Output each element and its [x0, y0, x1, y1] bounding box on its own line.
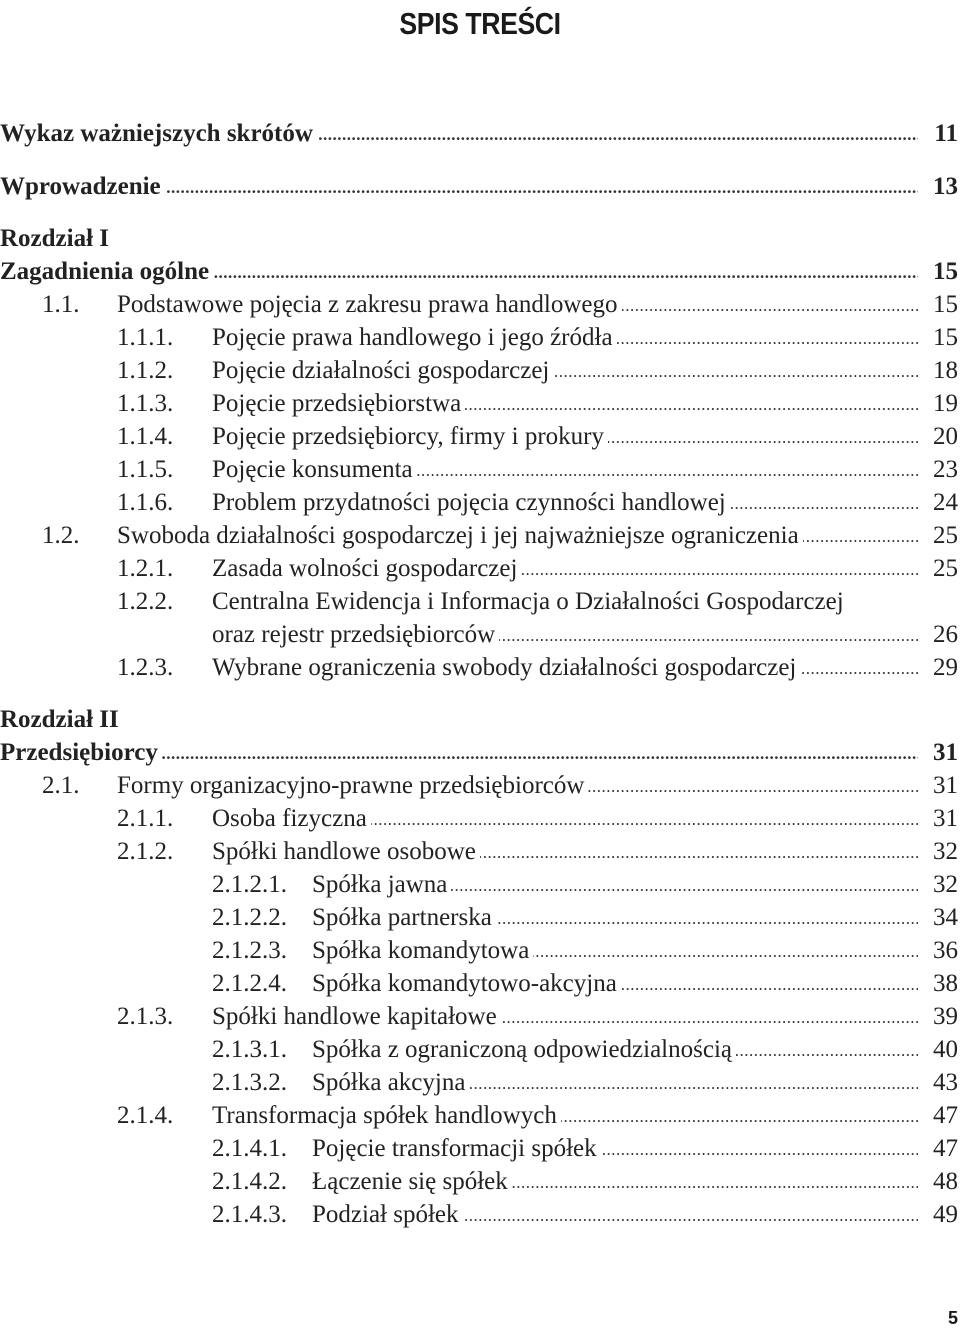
toc-entry-title: Pojęcie działalności gospodarczej: [212, 357, 553, 384]
toc-entry-title: Pojęcie przedsiębiorcy, firmy i prokury: [212, 423, 608, 450]
toc-entry-title: Centralna Ewidencja i Informacja o Działalności Gospodarczej: [212, 588, 848, 615]
toc-entry-row: [0, 1198, 960, 1231]
toc-entry-title: Formy organizacyjno-prawne przedsiębiorców: [117, 772, 588, 799]
toc-entry-page: 47: [933, 1102, 958, 1129]
toc-heading-row: [0, 255, 960, 288]
toc-entry-row: [0, 1033, 960, 1066]
toc-entry-page: 36: [933, 937, 958, 964]
toc-heading-row: [0, 222, 960, 255]
toc-entry-number: 1.1.2.: [117, 357, 174, 384]
toc-entry-number: 2.1.4.1.: [212, 1135, 287, 1162]
toc-entry-page: 23: [933, 456, 958, 483]
toc-entry-number: 1.1.3.: [117, 390, 174, 417]
toc-entry-title: Swoboda działalności gospodarczej i jej najważniejsze ograniczenia: [117, 522, 803, 549]
toc-entry-number: 2.1.2.3.: [212, 937, 287, 964]
toc-heading-row: [0, 117, 960, 150]
toc-entry-row: [0, 967, 960, 1000]
toc-entry-number: 2.1.2.4.: [212, 970, 287, 997]
toc-entry-number: 1.1.6.: [117, 489, 174, 516]
toc-entry-row: [0, 321, 960, 354]
toc-entry-title: Pojęcie prawa handlowego i jego źródła: [212, 324, 617, 351]
toc-entry-row: [0, 802, 960, 835]
toc-entry-page: 25: [933, 555, 958, 582]
toc-entry-title: Podstawowe pojęcia z zakresu prawa handlowego: [117, 291, 622, 318]
toc-entry-number: 1.2.: [42, 522, 80, 549]
toc-entry-row: [0, 420, 960, 453]
toc-entry-title: Spółka jawna: [312, 871, 451, 898]
toc-entry-title: Przedsiębiorcy: [0, 739, 162, 766]
toc-entry-title: Podział spółek: [312, 1201, 463, 1228]
toc-entry-row: [0, 519, 960, 552]
toc-entry-row: [0, 835, 960, 868]
toc-entry-row: [0, 354, 960, 387]
toc-entry-row: [0, 868, 960, 901]
toc-entry-page: 25: [933, 522, 958, 549]
toc-entry-page: 32: [933, 871, 958, 898]
toc-entry-page: 47: [933, 1135, 958, 1162]
toc-entry-row: [0, 1099, 960, 1132]
toc-entry-title: Transformacja spółek handlowych: [212, 1102, 561, 1129]
toc-entry-row: [0, 585, 960, 618]
toc-entry-title: Osoba fizyczna: [212, 805, 371, 832]
toc-entry-page: 15: [933, 258, 958, 285]
toc-entry-page: 15: [933, 291, 958, 318]
toc-entry-row: [0, 486, 960, 519]
toc-entry-number: 1.2.2.: [117, 588, 174, 615]
toc-entry-title: Spółka komandytowo-akcyjna: [312, 970, 621, 997]
toc-entry-page: 20: [933, 423, 958, 450]
toc-entry-title: Rozdział II: [0, 706, 123, 733]
toc-heading-row: [0, 170, 960, 203]
toc-entry-row: [0, 769, 960, 802]
toc-entry-row: [0, 1132, 960, 1165]
toc-entry-page: 29: [933, 654, 958, 681]
toc-entry-number: 1.1.4.: [117, 423, 174, 450]
toc-entry-title: Pojęcie transformacji spółek: [312, 1135, 601, 1162]
toc-entry-page: 15: [933, 324, 958, 351]
toc-entry-title: oraz rejestr przedsiębiorców: [212, 621, 499, 648]
toc-entry-page: 39: [933, 1003, 958, 1030]
toc-entry-number: 1.2.3.: [117, 654, 174, 681]
toc-entry-row: [0, 1066, 960, 1099]
page-number: 5: [947, 1308, 958, 1328]
toc-entry-number: 2.1.2.2.: [212, 904, 287, 931]
toc-heading-row: [0, 703, 960, 736]
toc-entry-row: [0, 552, 960, 585]
toc-entry-page: 31: [933, 739, 958, 766]
toc-entry-number: 2.1.3.1.: [212, 1036, 287, 1063]
toc-entry-number: 2.1.1.: [117, 805, 174, 832]
toc-entry-title: Problem przydatności pojęcia czynności handlowej: [212, 489, 730, 516]
toc-entry-page: 13: [933, 173, 958, 200]
toc-entry-page: 31: [933, 805, 958, 832]
toc-entry-page: 48: [933, 1168, 958, 1195]
toc-entry-title: Zagadnienia ogólne: [0, 258, 213, 285]
toc-entry-title: Spółka komandytowa: [312, 937, 533, 964]
toc-entry-row: [0, 288, 960, 321]
toc-entry-title: Zasada wolności gospodarczej: [212, 555, 521, 582]
page-title: SPIS TREŚCI: [399, 6, 561, 41]
toc-entry-page: 11: [934, 120, 958, 147]
toc-entry-page: 31: [933, 772, 958, 799]
toc-entry-page: 43: [933, 1069, 958, 1096]
toc-entry-title: Spółka akcyjna: [312, 1069, 469, 1096]
toc-entry-row: [0, 1000, 960, 1033]
toc-entry-row: [0, 453, 960, 486]
toc-entry-number: 2.1.4.2.: [212, 1168, 287, 1195]
toc-entry-page: 34: [933, 904, 958, 931]
toc-entry-row: [0, 651, 960, 684]
toc-entry-number: 1.1.: [42, 291, 80, 318]
toc-entry-title: Rozdział I: [0, 225, 113, 252]
toc-entry-row: [0, 618, 960, 651]
toc-entry-number: 2.1.3.2.: [212, 1069, 287, 1096]
toc-entry-number: 2.1.2.1.: [212, 871, 287, 898]
toc-entry-row: [0, 901, 960, 934]
toc-entry-title: Łączenie się spółek: [312, 1168, 512, 1195]
toc-entry-row: [0, 934, 960, 967]
toc-entry-page: 38: [933, 970, 958, 997]
toc-entry-page: 49: [933, 1201, 958, 1228]
toc-entry-number: 1.1.1.: [117, 324, 174, 351]
toc-entry-number: 2.1.2.: [117, 838, 174, 865]
toc-entry-row: [0, 1165, 960, 1198]
toc-entry-title: Wybrane ograniczenia swobody działalności gospodarczej: [212, 654, 800, 681]
toc-entry-page: 18: [933, 357, 958, 384]
toc-entry-page: 32: [933, 838, 958, 865]
toc-entry-page: 19: [933, 390, 958, 417]
toc-heading-row: [0, 736, 960, 769]
toc-entry-title: Spółka z ograniczoną odpowiedzialnością: [312, 1036, 736, 1063]
toc-entry-number: 1.2.1.: [117, 555, 174, 582]
toc-entry-title: Pojęcie konsumenta: [212, 456, 417, 483]
toc-entry-title: Spółki handlowe osobowe: [212, 838, 480, 865]
toc-entry-number: 1.1.5.: [117, 456, 174, 483]
toc-entry-number: 2.1.4.: [117, 1102, 174, 1129]
toc-entry-number: 2.1.4.3.: [212, 1201, 287, 1228]
toc-entry-title: Spółki handlowe kapitałowe: [212, 1003, 501, 1030]
toc-entry-page: 40: [933, 1036, 958, 1063]
toc-entry-title: Spółka partnerska: [312, 904, 496, 931]
toc-entry-title: Pojęcie przedsiębiorstwa: [212, 390, 465, 417]
toc-entry-page: 26: [933, 621, 958, 648]
toc-entry-number: 2.1.3.: [117, 1003, 174, 1030]
toc-entry-row: [0, 387, 960, 420]
toc-entry-number: 2.1.: [42, 772, 80, 799]
toc-entry-title: Wprowadzenie: [0, 173, 165, 200]
toc-entry-page: 24: [933, 489, 958, 516]
toc-entry-title: Wykaz ważniejszych skrótów: [0, 120, 317, 147]
